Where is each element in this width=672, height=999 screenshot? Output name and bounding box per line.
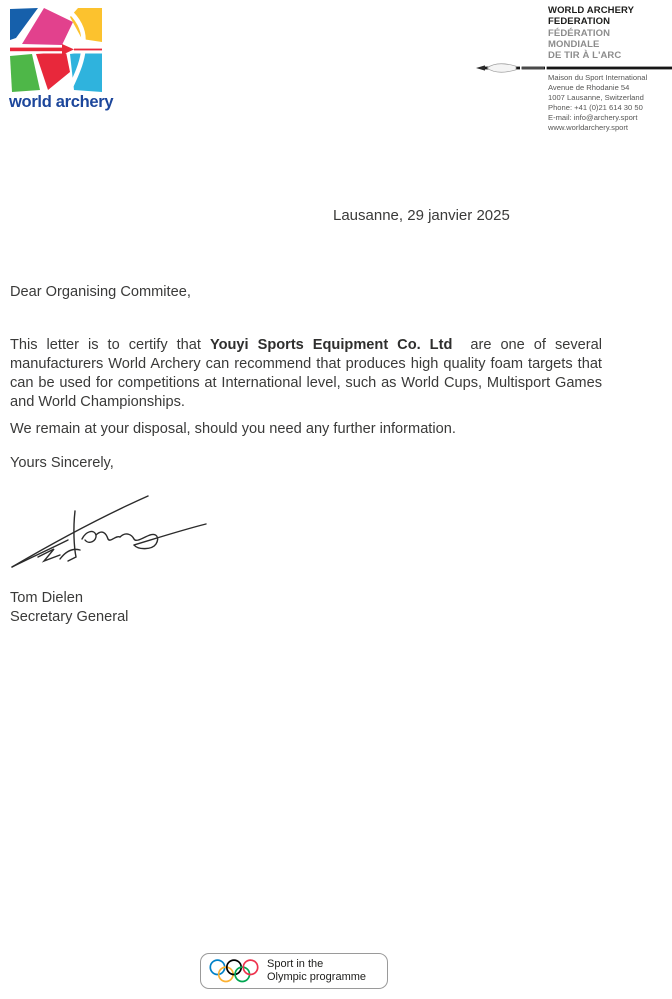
signer-name: Tom Dielen bbox=[10, 590, 83, 606]
olympic-label-line2: Olympic programme bbox=[267, 971, 367, 983]
para1-text-before: This letter is to certify that bbox=[10, 336, 210, 353]
org-name-english bbox=[548, 5, 634, 27]
address-block bbox=[548, 73, 647, 133]
world-archery-logo-icon bbox=[10, 8, 102, 92]
signer-title: Secretary General bbox=[10, 609, 129, 625]
olympic-label-line1: Sport in the bbox=[267, 958, 324, 970]
olympic-rings-icon bbox=[209, 959, 259, 983]
address-line-email: E-mail: info@archery.sport bbox=[548, 113, 638, 122]
address-line-street: Avenue de Rhodanie 54 bbox=[548, 83, 630, 92]
world-archery-wordmark: world archery bbox=[9, 93, 114, 111]
para1-text-after: are one of several manufacturers World Archery can recommend that produces high quality foam targets that can be used for competitions at International level, such as World Cups, Multisport Games and World Championships. bbox=[10, 336, 602, 410]
org-name-fr-line1: FÉDÉRATION bbox=[548, 28, 611, 39]
salutation: Dear Organising Commitee, bbox=[10, 284, 191, 300]
olympic-programme-label bbox=[267, 958, 366, 984]
address-line-city: 1007 Lausanne, Switzerland bbox=[548, 93, 644, 102]
org-name-fr-line2: MONDIALE bbox=[548, 39, 600, 50]
org-name-en-line1: WORLD ARCHERY bbox=[548, 5, 635, 16]
company-name: Youyi Sports Equipment Co. Ltd bbox=[209, 336, 453, 353]
address-line-website: www.worldarchery.sport bbox=[548, 123, 629, 132]
olympic-programme-badge bbox=[200, 953, 388, 989]
closing-phrase: Yours Sincerely, bbox=[10, 455, 114, 471]
address-line-building: Maison du Sport International bbox=[548, 73, 648, 82]
org-name-french bbox=[548, 28, 621, 61]
dateline: Lausanne, 29 janvier 2025 bbox=[333, 207, 510, 224]
world-archery-logo bbox=[9, 8, 114, 111]
signature-icon bbox=[8, 489, 213, 574]
body-paragraph-1 bbox=[10, 336, 602, 412]
org-name-fr-line3: DE TIR À L'ARC bbox=[548, 50, 622, 61]
address-line-phone: Phone: +41 (0)21 614 30 50 bbox=[548, 103, 643, 112]
body-paragraph-2: We remain at your disposal, should you need any further information. bbox=[10, 421, 456, 437]
org-name-en-line2: FEDERATION bbox=[548, 16, 611, 27]
